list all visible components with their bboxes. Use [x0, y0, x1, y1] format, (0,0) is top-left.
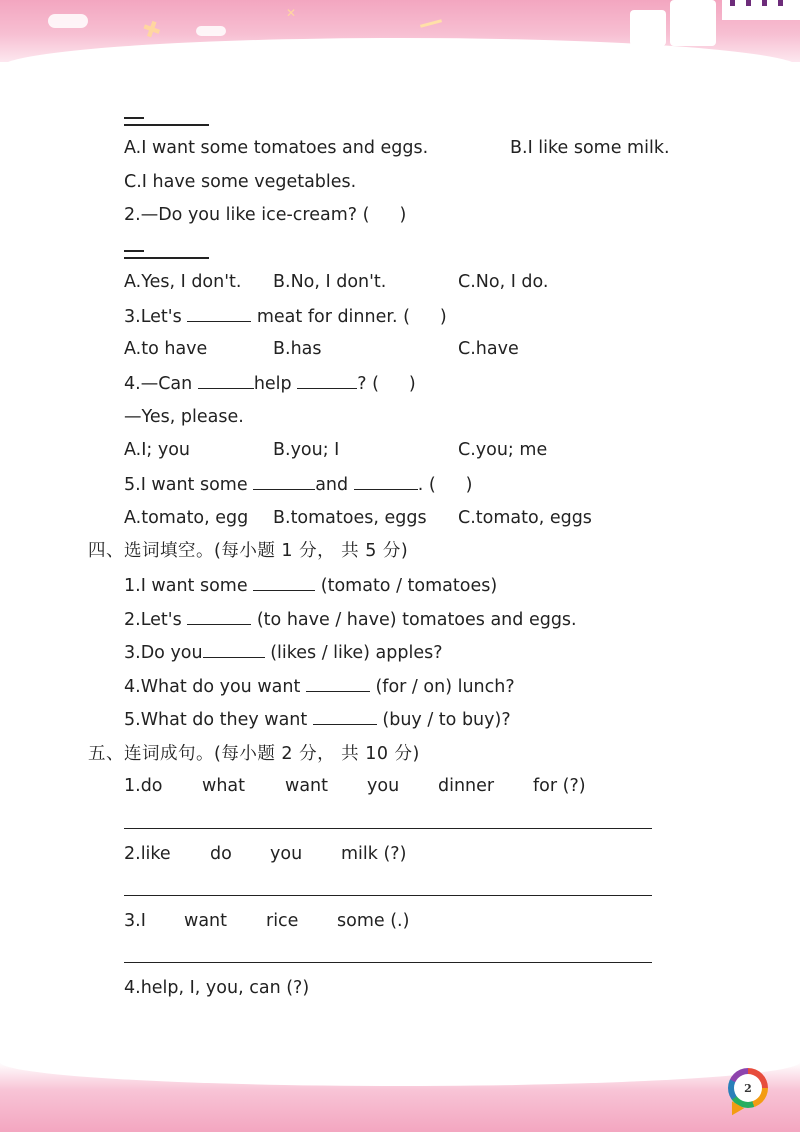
- q4-paren-close: ): [408, 374, 416, 394]
- s4-item-4-prefix: 4.What do you want: [124, 677, 301, 697]
- q4-prefix: 4.—Can: [124, 374, 193, 394]
- q3-prefix: 3.Let's: [124, 307, 182, 327]
- q3-prompt: [124, 303, 447, 329]
- q4-prompt: [124, 370, 416, 396]
- s4-item-1-suffix: (tomato / tomatoes): [320, 576, 498, 596]
- s4-item-3: [124, 639, 443, 665]
- s5-q2-word: 2.like: [124, 844, 171, 864]
- s4-item-4-suffix: (for / on) lunch?: [375, 677, 515, 697]
- s5-q1-word: what: [202, 776, 245, 796]
- q5-prompt: [124, 471, 473, 497]
- s4-item-5-prefix: 5.What do they want: [124, 710, 308, 730]
- answer-line: [124, 962, 652, 963]
- cloud-decoration: [196, 26, 226, 36]
- s4-item-2-prefix: 2.Let's: [124, 610, 182, 630]
- q5-paren-close: ): [465, 475, 473, 495]
- fill-blank: [354, 471, 418, 490]
- s5-q2-word: milk (?): [341, 844, 407, 864]
- s5-q1-word: 1.do: [124, 776, 163, 796]
- s4-item-2-suffix: (to have / have) tomatoes and eggs.: [256, 610, 577, 630]
- fill-blank: [253, 471, 315, 490]
- s5-q2-word: you: [270, 844, 303, 864]
- q2-option-c: C.No, I do.: [458, 272, 549, 292]
- q5-option-a: A.tomato, egg: [124, 508, 249, 528]
- q5-option-b: B.tomatoes, eggs: [273, 508, 427, 528]
- q5-mid: and: [315, 475, 349, 495]
- answer-blank: [124, 124, 209, 126]
- section-5-heading: 五、连词成句。(每小题 2 分， 共 10 分): [88, 744, 420, 764]
- corner-decoration: [630, 0, 800, 46]
- s4-item-4: [124, 673, 515, 699]
- fill-blank: [306, 673, 370, 692]
- q1-option-b: B.I like some milk.: [510, 138, 670, 158]
- page-number: 2: [734, 1074, 762, 1102]
- s5-q3-word: rice: [266, 911, 299, 931]
- fill-blank: [313, 706, 377, 725]
- s4-item-3-prefix: 3.Do you: [124, 643, 203, 663]
- fill-blank: [203, 639, 265, 658]
- q4-option-a: A.I; you: [124, 440, 191, 460]
- s4-item-3-suffix: (likes / like) apples?: [270, 643, 443, 663]
- q3-option-a: A.to have: [124, 339, 208, 359]
- q4-option-c: C.you; me: [458, 440, 548, 460]
- q5-option-c: C.tomato, eggs: [458, 508, 592, 528]
- fill-blank: [297, 370, 357, 389]
- answer-dash: [124, 117, 144, 119]
- s4-item-5-suffix: (buy / to buy)?: [382, 710, 511, 730]
- q3-paren-close: ): [439, 307, 447, 327]
- fill-blank: [253, 572, 315, 591]
- q2-option-a: A.Yes, I don't.: [124, 272, 242, 292]
- q2-prompt-text: 2.—Do you like ice-cream? (: [124, 205, 370, 225]
- s5-q1-word: for (?): [533, 776, 586, 796]
- q3-suffix: meat for dinner. (: [256, 307, 410, 327]
- s4-item-5: [124, 706, 511, 732]
- q4-option-b: B.you; I: [273, 440, 340, 460]
- fill-blank: [187, 606, 251, 625]
- s5-q3-word: some (.): [337, 911, 410, 931]
- fill-blank: [187, 303, 251, 322]
- section-4-heading: 四、选词填空。(每小题 1 分， 共 5 分): [88, 541, 409, 561]
- cloud-decoration: [48, 14, 88, 28]
- fill-blank: [198, 370, 254, 389]
- s5-q3-word: want: [184, 911, 227, 931]
- s4-item-1: [124, 572, 497, 598]
- dash-decoration: [420, 19, 442, 28]
- q4-mid: help: [253, 374, 292, 394]
- s5-q2-word: do: [210, 844, 232, 864]
- answer-dash: [124, 250, 144, 252]
- q1-option-a: A.I want some tomatoes and eggs.: [124, 138, 429, 158]
- q5-prefix: 5.I want some: [124, 475, 248, 495]
- q2-paren-close: ): [399, 205, 407, 225]
- q4-suffix: ? (: [357, 374, 379, 394]
- q2-prompt: [124, 202, 406, 228]
- q3-option-c: C.have: [458, 339, 519, 359]
- header-decoration-band: [0, 0, 800, 62]
- q5-suffix: . (: [417, 475, 436, 495]
- star-decoration-icon: ✚: [138, 15, 165, 46]
- q3-option-b: B.has: [273, 339, 322, 359]
- s5-q1-word: dinner: [438, 776, 495, 796]
- q2-option-b: B.No, I don't.: [273, 272, 387, 292]
- s5-q1-word: you: [367, 776, 400, 796]
- answer-line: [124, 828, 652, 829]
- q4-reply: —Yes, please.: [124, 407, 244, 427]
- s4-item-2: [124, 606, 577, 632]
- q1-option-c: C.I have some vegetables.: [124, 172, 357, 192]
- sparkle-decoration-icon: ✕: [286, 6, 297, 20]
- s4-item-1-prefix: 1.I want some: [124, 576, 248, 596]
- s5-q1-word: want: [285, 776, 328, 796]
- answer-line: [124, 895, 652, 896]
- s5-q3-word: 3.I: [124, 911, 146, 931]
- answer-blank: [124, 257, 209, 259]
- s5-q4: 4.help, I, you, can (?): [124, 978, 310, 998]
- footer-decoration-band: [0, 1062, 800, 1132]
